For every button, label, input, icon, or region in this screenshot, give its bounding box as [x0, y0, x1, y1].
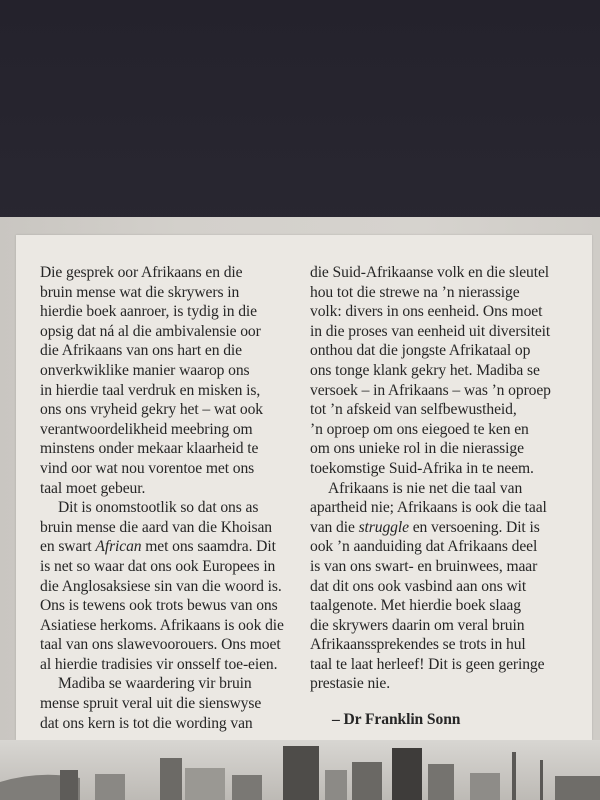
right-column-text-line: ’n oproep om ons eiegoed te ken en: [310, 420, 529, 438]
right-column-text-line: versoek – in Afrikaans – was ’n oproep: [310, 381, 551, 399]
left-column-text-line: mense spruit veral uit die sienswyse: [40, 695, 262, 713]
right-column-text-line: om ons unieke rol in die nierassige: [310, 440, 524, 458]
right-column-text-line: volk: divers in ons eenheid. Ons moet: [310, 303, 543, 321]
left-column-text-line: vind oor wat nou vorentoe met ons: [40, 459, 255, 477]
right-column-text-line: is van ons swart- en bruinwees, maar: [310, 557, 538, 575]
right-column-text-line: hou tot die strewe na ’n nierassige: [310, 283, 520, 301]
left-column-text-line: ons ons vryheid gekry het – wat ook: [40, 401, 264, 419]
city-skyline-image: [0, 740, 600, 800]
right-column-text-line: ook ’n aanduiding dat Afrikaans deel: [310, 538, 538, 556]
left-column-text-line: bruin mense wat die skrywers in: [40, 283, 240, 301]
right-column-text-line: Afrikaans is nie net die taal van: [328, 479, 523, 497]
right-column-text-line: dat dit ons ook vasbind aan ons wit: [310, 577, 527, 595]
right-column-text-line: apartheid nie; Afrikaans is ook die taal: [310, 499, 547, 517]
left-column-text-line: die Afrikaans van ons hart en die: [40, 342, 242, 360]
left-column-text-line: in hierdie taal verdruk en misken is,: [40, 381, 261, 399]
left-column-text-line: en swart African met ons saamdra. Dit: [40, 538, 276, 556]
left-column-text-line: taal moet gebeur.: [40, 479, 146, 497]
text-panel: [16, 235, 592, 740]
right-column-text-line: tot ’n afskeid van selfbewustheid,: [310, 401, 517, 419]
right-column-text-line: in die proses van eenheid uit diversiteit: [310, 322, 551, 340]
left-column-text-line: Dit is onomstootlik so dat ons as: [58, 499, 259, 517]
left-column-text-line: is net so waar dat ons ook Europees in: [40, 557, 276, 575]
left-column-text-line: taal van ons slawevoorouers. Ons moet: [40, 636, 281, 654]
right-column-text-line: Afrikaanssprekendes se trots in hul: [310, 636, 526, 654]
left-column-text-line: al hierdie tradisies vir onsself toe-eien.: [40, 655, 278, 673]
right-column-text-line: ons tonge klank gekry het. Madiba se: [310, 361, 540, 379]
left-column-text-line: onverkwiklike manier waarop ons: [40, 361, 250, 379]
left-column-text-line: opsig dat ná al die ambivalensie oor: [40, 322, 261, 340]
left-column-text-line: Ons is tewens ook trots bewus van ons: [40, 597, 278, 615]
right-column-text-line: die skrywers daarin om veral bruin: [310, 616, 525, 634]
right-column-lines: [310, 263, 586, 694]
left-column-text-line: Asiatiese herkoms. Afrikaans is ook die: [40, 616, 284, 634]
right-column-text-line: taal te laat herleef! Dit is geen geringe: [310, 655, 545, 673]
left-column-text-line: Die gesprek oor Afrikaans en die: [40, 264, 243, 281]
right-column-text-line: prestasie nie.: [310, 675, 391, 693]
left-column-text-line: verantwoordelikheid meebring om: [40, 420, 253, 438]
left-column-text-line: hierdie boek aanroer, is tydig in die: [40, 303, 257, 321]
left-column-text-line: Madiba se waardering vir bruin: [58, 675, 252, 693]
left-column: [40, 263, 312, 733]
book-back-cover: [0, 217, 600, 800]
right-column-text-line: taalgenote. Met hierdie boek slaag: [310, 597, 521, 615]
left-column-text-line: minstens onder mekaar klaarheid te: [40, 440, 259, 458]
right-column-text-line: die Suid-Afrikaanse volk en die sleutel: [310, 264, 550, 281]
left-column-text-line: bruin mense die aard van die Khoisan: [40, 518, 272, 536]
right-column-text-line: onthou dat die jongste Afrikataal op: [310, 342, 531, 360]
author-signature: – Dr Franklin Sonn: [332, 711, 461, 729]
left-column-text-line: dat ons kern is tot die wording van: [40, 714, 253, 732]
right-column-text-line: toekomstige Suid-Afrika in te neem.: [310, 459, 534, 477]
right-column-text-line: van die struggle en versoening. Dit is: [310, 518, 540, 536]
left-column-text-line: die Anglosaksiese sin van die woord is.: [40, 577, 282, 595]
right-column: [310, 263, 586, 730]
